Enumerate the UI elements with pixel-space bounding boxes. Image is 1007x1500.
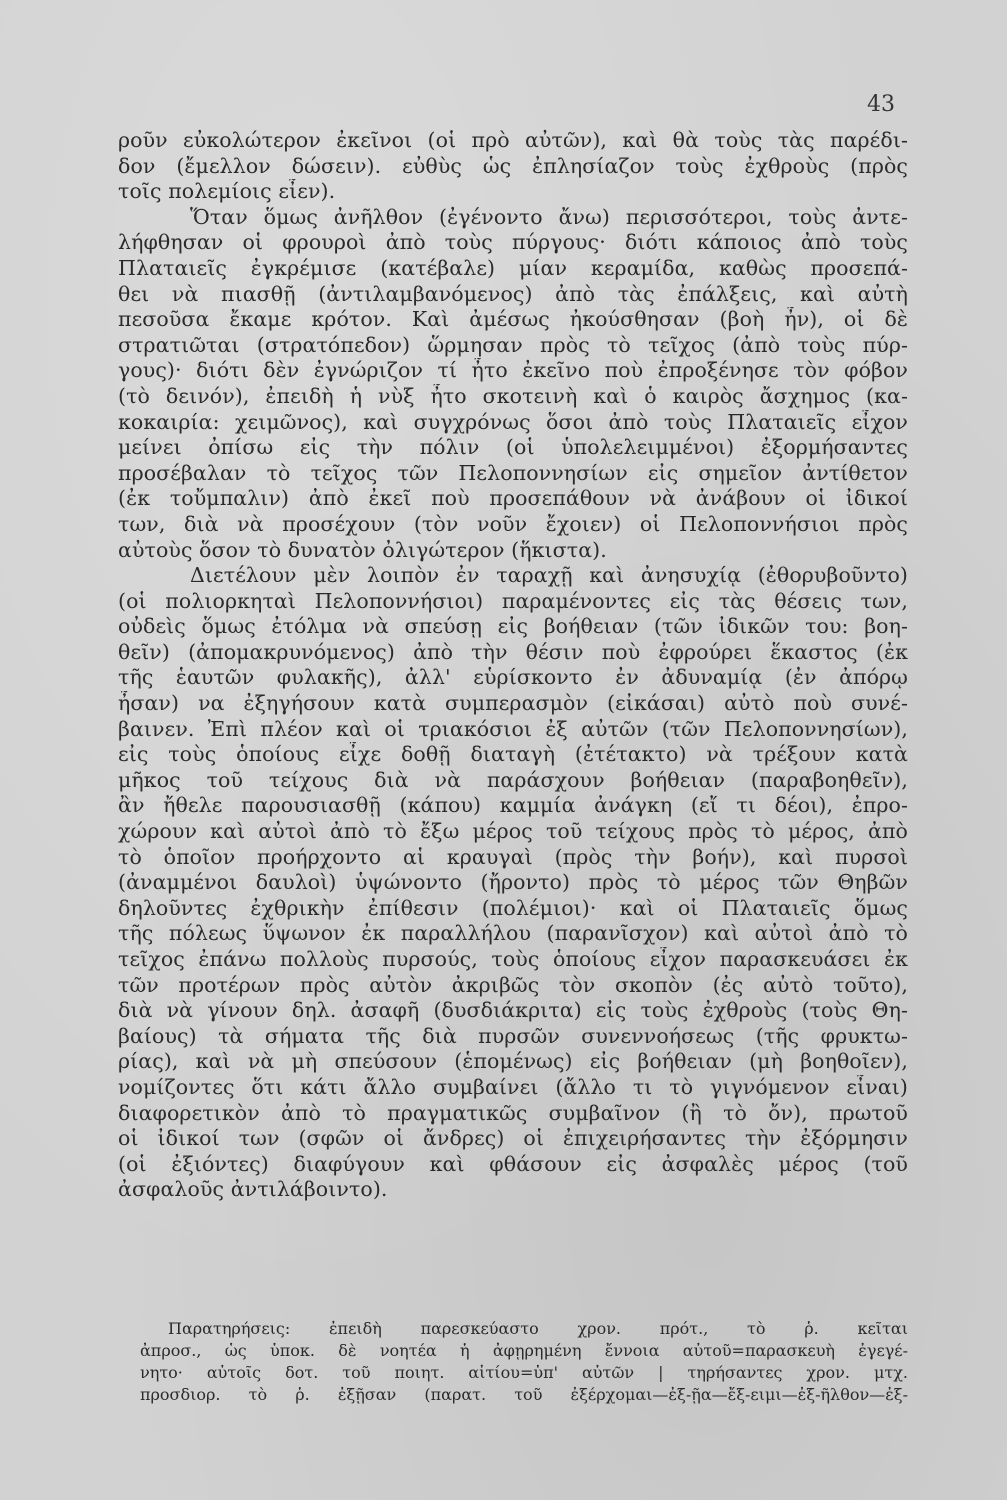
text-line: ρίας), καὶ νὰ μὴ σπεύσουν (ἑπομένως) εἰς βοήθειαν (μὴ βοηθοῖεν), <box>118 1049 908 1074</box>
text-line: μῆκος τοῦ τείχους διὰ νὰ παράσχουν βοήθειαν (παραβοηθεῖν), <box>118 767 908 792</box>
text-line: τεῖχος ἐπάνω πολλοὺς πυρσούς, τοὺς ὁποίους εἶχον παρασκευάσει ἐκ <box>118 947 908 971</box>
text-line: γους)· διότι δὲν ἐγνώριζον τί ἦτο ἐκεῖνο ποὺ ἐπροξένησε τὸν φόβον <box>118 358 908 383</box>
text-line: ροῦν εὐκολώτερον ἐκεῖνοι (οἱ πρὸ αὐτῶν), καὶ θὰ τοὺς τὰς παρέδι- <box>118 128 908 152</box>
note-line: Παρατηρήσεις: ἐπειδὴ παρεσκεύαστο χρον. πρότ., τὸ ῥ. κεῖται <box>168 1319 908 1338</box>
page-number: 43 <box>867 92 895 117</box>
text-line: Ὅταν ὅμως ἀνῆλθον (ἐγένοντο ἄνω) περισσότεροι, τοὺς ἀντε- <box>190 204 908 229</box>
text-line: κοκαιρία: χειμῶνος), καὶ συγχρόνως ὅσοι ἀπὸ τοὺς Πλαταιεῖς εἶχον <box>118 409 908 434</box>
text-line: (οἱ ἐξιόντες) διαφύγουν καὶ φθάσουν εἰς ἀσφαλὲς μέρος (τοῦ <box>118 1151 908 1176</box>
text-line: (ἀναμμένοι δαυλοὶ) ὑψώνοντο (ἤροντο) πρὸς τὸ μέρος τῶν Θηβῶν <box>118 870 908 895</box>
text-line: θεῖν) (ἀπομακρυνόμενος) ἀπὸ τὴν θέσιν ποὺ ἐφρούρει ἕκαστος (ἐκ <box>118 639 908 664</box>
text-line: τῶν προτέρων πρὸς αὐτὸν ἀκριβῶς τὸν σκοπὸν (ἐς αὐτὸ τοῦτο), <box>118 972 908 997</box>
notes-block <box>140 1318 908 1406</box>
text-line: (ἐκ τοὔμπαλιν) ἀπὸ ἐκεῖ ποὺ προσεπάθουν νὰ ἀνάβουν οἱ ἰδικοί <box>118 486 908 511</box>
text-line: θει νὰ πιασθῇ (ἀντιλαμβανόμενος) ἀπὸ τὰς ἐπάλξεις, καὶ αὐτὴ <box>118 281 908 306</box>
text-line: τοῖς πολεμίοις εἶεν). <box>118 179 336 204</box>
text-line: τῆς ἑαυτῶν φυλακῆς), ἀλλ' εὑρίσκοντο ἐν ἀδυναμίᾳ (ἐν ἀπόρῳ <box>118 665 908 690</box>
text-line: πεσοῦσα ἔκαμε κρότον. Καὶ ἀμέσως ἠκούσθησαν (βοὴ ἦν), οἱ δὲ <box>118 307 908 332</box>
text-line: ἂν ἤθελε παρουσιασθῇ (κάπου) καμμία ἀνάγκη (εἴ τι δέοι), ἐπρο- <box>118 793 908 818</box>
note-line: ἀπροσ., ὡς ὑποκ. δὲ νοητέα ἡ ἀφῃρημένη ἔννοια αὐτοῦ=παρασκευὴ ἐγεγέ- <box>140 1341 908 1360</box>
text-line: λήφθησαν οἱ φρουροὶ ἀπὸ τοὺς πύργους· διότι κάποιος ἀπὸ τοὺς <box>118 230 908 255</box>
note-line: νητο· αὐτοῖς δοτ. τοῦ ποιητ. αἰτίου=ὑπ' αὐτῶν | τηρήσαντες χρον. μτχ. <box>140 1363 908 1382</box>
main-text <box>118 128 908 1203</box>
text-line: οἱ ἰδικοί των (σφῶν οἱ ἄνδρες) οἱ ἐπιχειρήσαντες τὴν ἐξόρμησιν <box>118 1126 908 1151</box>
text-line: βαινεν. Ἐπὶ πλέον καὶ οἱ τριακόσιοι ἐξ αὐτῶν (τῶν Πελοποννησίων), <box>118 716 908 741</box>
text-line: (οἱ πολιορκηταὶ Πελοποννήσιοι) παραμένοντες εἰς τὰς θέσεις των, <box>118 588 908 613</box>
text-line: δον (ἔμελλον δώσειν). εὐθὺς ὡς ἐπλησίαζον τοὺς ἐχθροὺς (πρὸς <box>118 153 908 178</box>
text-line: Διετέλουν μὲν λοιπὸν ἐν ταραχῇ καὶ ἀνησυχίᾳ (ἐθορυβοῦντο) <box>190 563 908 588</box>
text-line: των, διὰ νὰ προσέχουν (τὸν νοῦν ἔχοιεν) οἱ Πελοποννήσιοι πρὸς <box>118 511 908 536</box>
text-line: νομίζοντες ὅτι κάτι ἄλλο συμβαίνει (ἄλλο τι τὸ γιγνόμενον εἶναι) <box>118 1074 908 1099</box>
text-line: βαίους) τὰ σήματα τῆς διὰ πυρσῶν συνεννοήσεως (τῆς φρυκτω- <box>118 1023 908 1048</box>
text-line: στρατιῶται (στρατόπεδον) ὥρμησαν πρὸς τὸ τεῖχος (ἀπὸ τοὺς πύρ- <box>118 332 908 357</box>
text-line: χώρουν καὶ αὐτοὶ ἀπὸ τὸ ἔξω μέρος τοῦ τείχους πρὸς τὸ μέρος, ἀπὸ <box>118 819 908 844</box>
text-line: μείνει ὀπίσω εἰς τὴν πόλιν (οἱ ὑπολελειμμένοι) ἐξορμήσαντες <box>118 435 908 460</box>
text-line: ἀσφαλοῦς ἀντιλάβοιντο). <box>118 1177 388 1202</box>
text-line: τῆς πόλεως ὕψωνον ἐκ παραλλήλου (παρανῖσχον) καὶ αὐτοὶ ἀπὸ τὸ <box>118 921 908 946</box>
note-line: προσδιορ. τὸ ῥ. ἐξῇσαν (παρατ. τοῦ ἐξέρχομαι—ἐξ-ῇα—ἔξ-ειμι—ἐξ-ῆλθον—ἐξ- <box>140 1385 908 1404</box>
text-line: προσέβαλαν τὸ τεῖχος τῶν Πελοποννησίων εἰς σημεῖον ἀντίθετον <box>118 460 908 485</box>
text-line: ἦσαν) να ἐξηγήσουν κατὰ συμπερασμὸν (εἰκάσαι) αὐτὸ ποὺ συνέ- <box>118 691 908 716</box>
text-line: οὐδεὶς ὅμως ἐτόλμα νὰ σπεύσῃ εἰς βοήθειαν (τῶν ἰδικῶν του: βοη- <box>118 614 908 639</box>
text-line: Πλαταιεῖς ἐγκρέμισε (κατέβαλε) μίαν κεραμίδα, καθὼς προσεπά- <box>118 255 908 280</box>
text-line: αὐτοὺς ὅσον τὸ δυνατὸν ὀλιγώτερον (ἥκιστα). <box>118 537 607 562</box>
text-line: διαφορετικὸν ἀπὸ τὸ πραγματικῶς συμβαῖνον (ἢ τὸ ὄν), πρωτοῦ <box>118 1100 908 1125</box>
text-line: (τὸ δεινόν), ἐπειδὴ ἡ νὺξ ἦτο σκοτεινὴ καὶ ὁ καιρὸς ἄσχημος (κα- <box>118 383 908 408</box>
text-line: διὰ νὰ γίνουν δηλ. ἀσαφῆ (δυσδιάκριτα) εἰς τοὺς ἐχθροὺς (τοὺς Θη- <box>118 998 908 1023</box>
text-line: εἰς τοὺς ὁποίους εἶχε δοθῇ διαταγὴ (ἐτέτακτο) νὰ τρέξουν κατὰ <box>118 742 908 767</box>
text-line: δηλοῦντες ἐχθρικὴν ἐπίθεσιν (πολέμιοι)· καὶ οἱ Πλαταιεῖς ὅμως <box>118 895 908 920</box>
text-line: τὸ ὁποῖον προήρχοντο αἱ κραυγαὶ (πρὸς τὴν βοήν), καὶ πυρσοὶ <box>118 844 908 869</box>
